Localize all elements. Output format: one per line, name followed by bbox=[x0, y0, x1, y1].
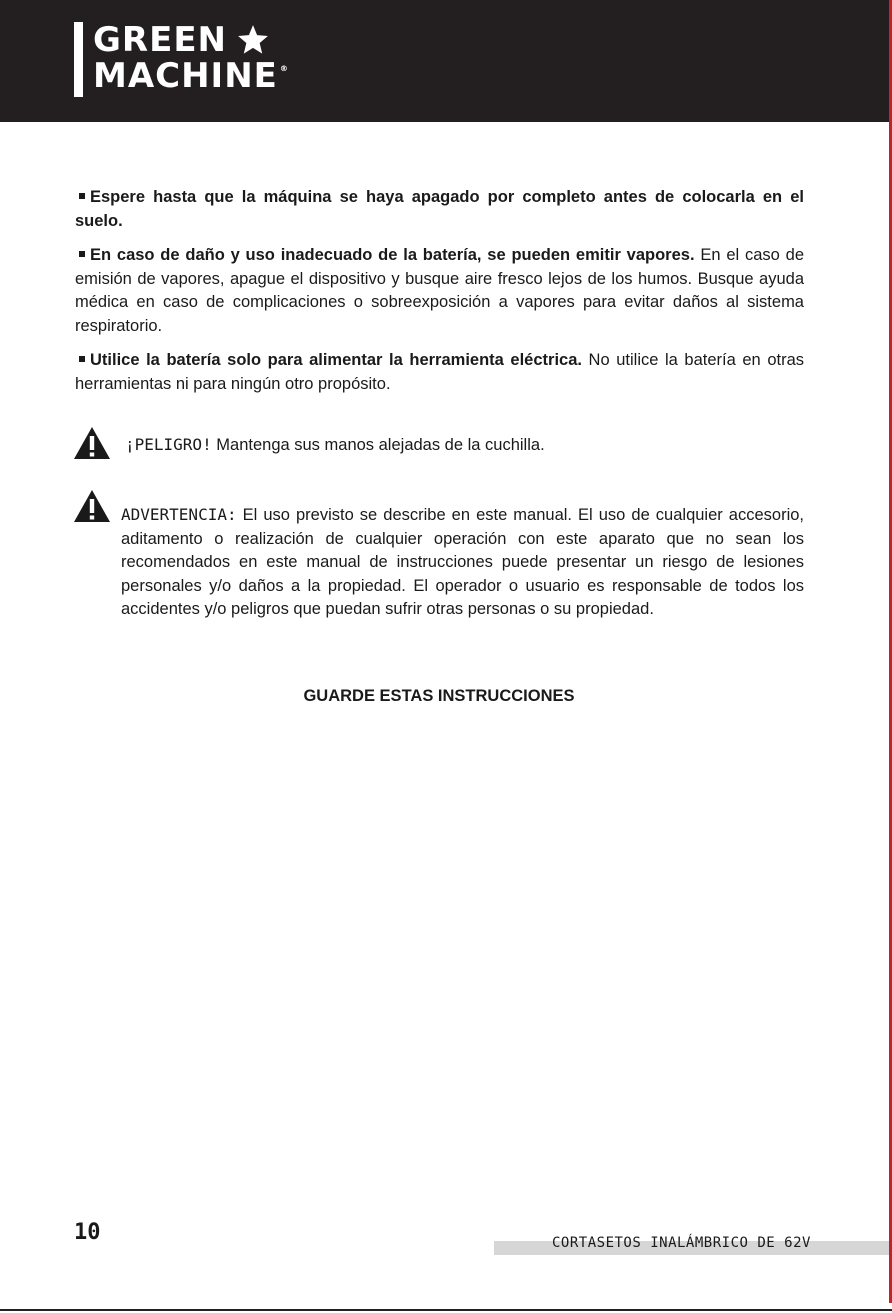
logo-bar bbox=[74, 22, 83, 97]
bottom-rule bbox=[0, 1309, 892, 1311]
safety-bullets bbox=[75, 186, 804, 407]
bullet-marker bbox=[79, 251, 85, 257]
save-instructions-title: GUARDE ESTAS INSTRUCCIONES bbox=[303, 687, 575, 705]
bullet-paragraph: Espere hasta que la máquina se haya apagado por completo antes de colocarla en el suelo. bbox=[75, 188, 804, 230]
bullet-paragraph: En caso de daño y uso inadecuado de la batería, se pueden emitir vapores. En el caso de emisión de vapores, apague el dispositivo y busque aire fresco lejos de los humos. Busque ayuda médica en caso de complicaciones o sobreexposición a vapores para evitar daños al sistema respiratorio. bbox=[75, 246, 804, 335]
bullet-paragraph: Utilice la batería solo para alimentar la herramienta eléctrica. No utilice la batería en otras herramientas ni para ningún otro propósito. bbox=[75, 351, 804, 393]
star-icon bbox=[235, 23, 271, 57]
page-number: 10 bbox=[74, 1220, 101, 1245]
page-header bbox=[0, 0, 889, 122]
danger-text: ¡PELIGRO! Mantenga sus manos alejadas de la cuchilla. bbox=[125, 435, 545, 454]
footer-doc-title: CORTASETOS INALÁMBRICO DE 62V bbox=[552, 1235, 811, 1251]
danger-label: ¡PELIGRO! bbox=[125, 435, 212, 454]
brand-line2: MACHINE bbox=[93, 56, 278, 96]
warning-triangle-icon bbox=[73, 426, 111, 460]
bullet-marker bbox=[79, 356, 85, 362]
bullet-marker bbox=[79, 193, 85, 199]
brand-line1: GREEN bbox=[93, 20, 227, 60]
registered-mark: ® bbox=[279, 64, 289, 73]
warning-triangle-icon bbox=[73, 489, 111, 523]
warning-text: ADVERTENCIA: El uso previsto se describe en este manual. El uso de cualquier accesorio, aditamento o realización de cualquier operación con este aparato que no sean los recomendados en este manual de instrucciones puede presentar un riesgo de lesiones personales y/o daños a la propiedad. El operador o usuario es responsable de todos los accidentes y/o peligros que puedan sufrir otras personas o su propiedad. bbox=[121, 505, 804, 618]
warning-label: ADVERTENCIA: bbox=[121, 505, 237, 524]
